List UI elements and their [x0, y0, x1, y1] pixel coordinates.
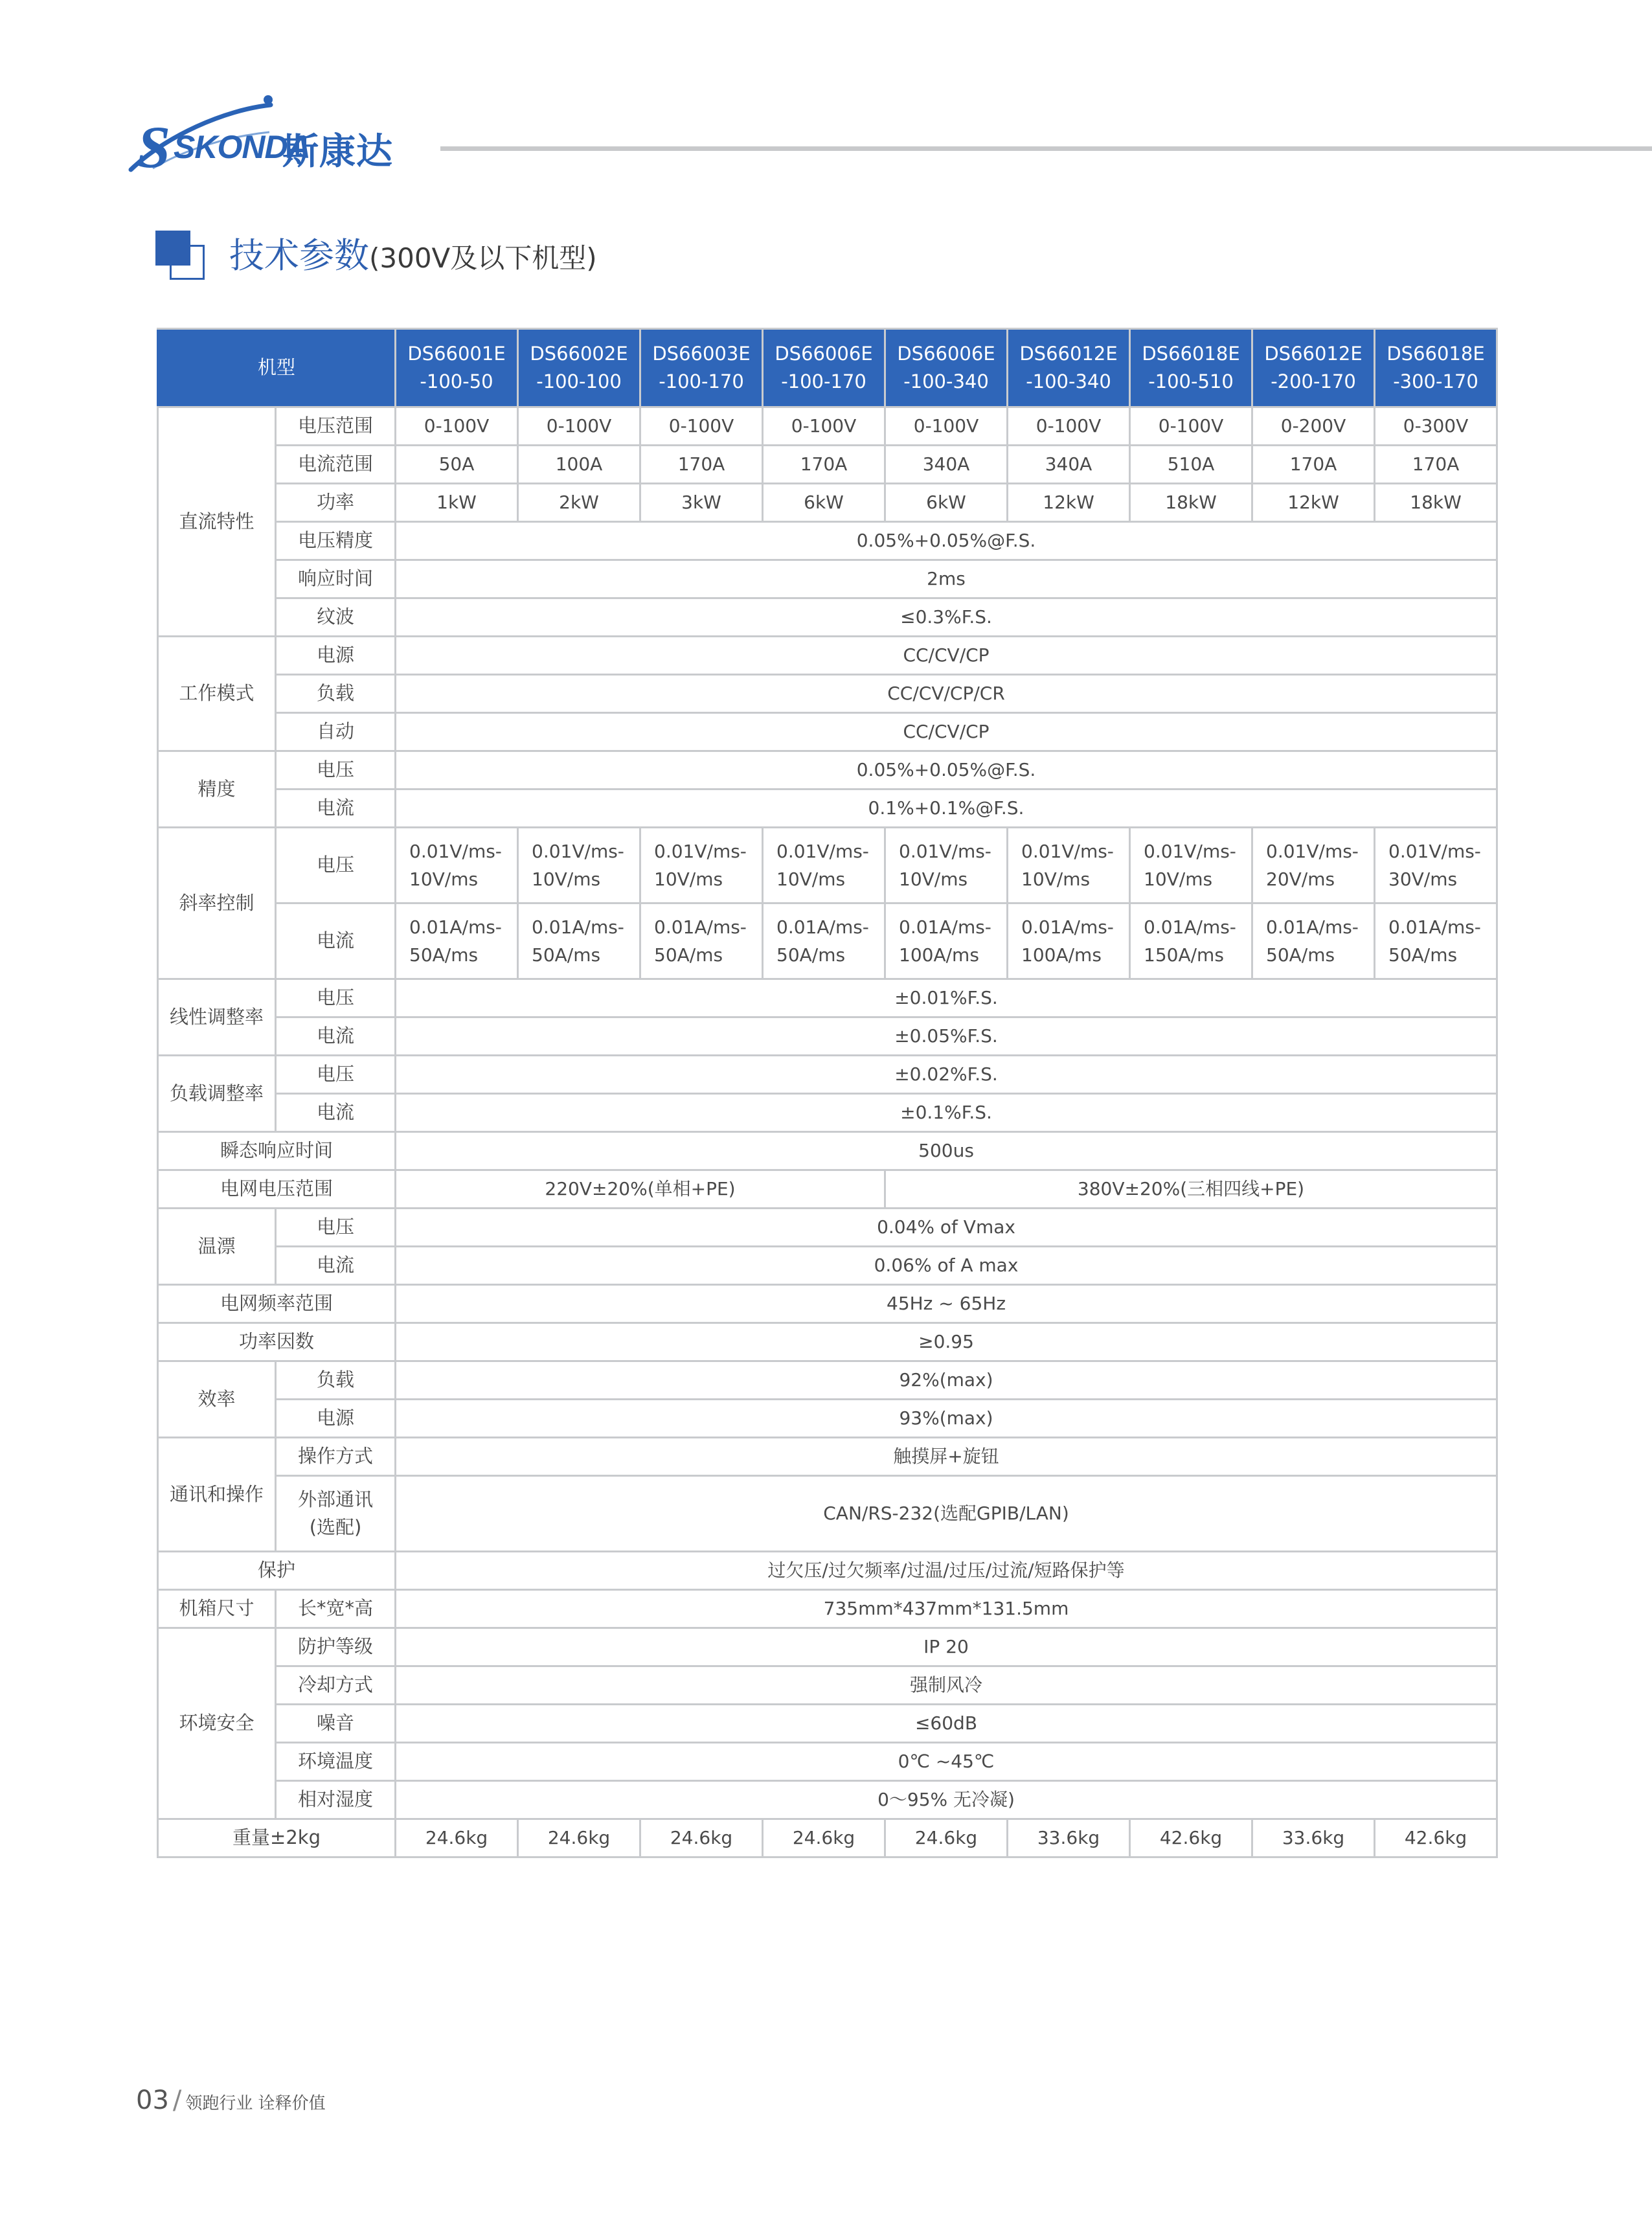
spec-table — [157, 328, 1498, 1858]
table-row — [158, 1094, 1497, 1132]
model-header-cell — [885, 329, 1008, 407]
row-sublabel: 功率 — [276, 484, 396, 522]
spec-value-cell: 24.6kg — [885, 1819, 1008, 1857]
row-sublabel-line: 外部通讯 — [298, 1488, 374, 1510]
slope-max: 150A/ms — [1144, 944, 1224, 966]
slope-min: 0.01A/ms- — [1388, 916, 1481, 938]
row-sublabel: 自动 — [276, 713, 396, 751]
table-row — [158, 903, 1497, 979]
section-square-icon — [155, 231, 207, 282]
row-category: 精度 — [158, 751, 276, 828]
row-sublabel-line: (选配) — [309, 1516, 362, 1538]
spec-value-cell: 170A — [640, 446, 763, 484]
section-title-sub: (300V及以下机型) — [369, 242, 597, 274]
table-row — [158, 1170, 1497, 1209]
row-sublabel: 电流范围 — [276, 446, 396, 484]
table-row — [158, 1247, 1497, 1285]
spec-value-cell: 0-100V — [1130, 407, 1252, 446]
slope-max: 10V/ms — [654, 869, 723, 890]
row-sublabel: 操作方式 — [276, 1438, 396, 1476]
spec-value-cell: 42.6kg — [1130, 1819, 1252, 1857]
model-variant: -100-170 — [781, 370, 866, 392]
table-row — [158, 1056, 1497, 1094]
table-row — [158, 1552, 1497, 1590]
spec-value-cell: 42.6kg — [1375, 1819, 1497, 1857]
spec-value-cell: 0-200V — [1252, 407, 1375, 446]
slope-max: 50A/ms — [1388, 944, 1458, 966]
row-category: 电网电压范围 — [158, 1170, 396, 1209]
slope-max: 10V/ms — [409, 869, 479, 890]
spec-value-cell: 18kW — [1375, 484, 1497, 522]
spec-value-cell: 340A — [885, 446, 1008, 484]
spec-value-cell: 0-100V — [396, 407, 518, 446]
row-sublabel: 电流 — [276, 903, 396, 979]
row-sublabel: 电压 — [276, 828, 396, 903]
slope-value-cell — [396, 828, 518, 903]
slope-min: 0.01V/ms- — [1021, 840, 1114, 862]
slope-min: 0.01V/ms- — [409, 840, 502, 862]
slope-max: 50A/ms — [776, 944, 846, 966]
table-row — [158, 1590, 1497, 1628]
table-row — [158, 1743, 1497, 1781]
slope-min: 0.01A/ms- — [1266, 916, 1359, 938]
spec-value: ≤60dB — [396, 1705, 1497, 1743]
row-category: 通讯和操作 — [158, 1438, 276, 1552]
slope-value-cell — [1252, 828, 1375, 903]
spec-value: 触摸屏+旋钮 — [396, 1438, 1497, 1476]
slope-max: 50A/ms — [409, 944, 479, 966]
row-category: 负载调整率 — [158, 1056, 276, 1132]
row-sublabel: 环境温度 — [276, 1743, 396, 1781]
row-category: 保护 — [158, 1552, 396, 1590]
spec-value-cell: 2kW — [518, 484, 640, 522]
slope-min: 0.01A/ms- — [776, 916, 869, 938]
row-category: 线性调整率 — [158, 979, 276, 1056]
row-sublabel: 电流 — [276, 1094, 396, 1132]
table-row — [158, 828, 1497, 903]
slope-min: 0.01A/ms- — [532, 916, 624, 938]
section-title-main: 技术参数 — [229, 235, 369, 276]
table-row — [158, 1323, 1497, 1361]
slope-min: 0.01V/ms- — [776, 840, 869, 862]
slope-min: 0.01A/ms- — [1144, 916, 1236, 938]
row-sublabel: 响应时间 — [276, 560, 396, 598]
slope-min: 0.01V/ms- — [1266, 840, 1359, 862]
row-category: 机箱尺寸 — [158, 1590, 276, 1628]
footer-slogan: 领跑行业 诠释价值 — [185, 2094, 326, 2113]
logo-chinese-text: 斯康达 — [282, 131, 393, 173]
slope-max: 100A/ms — [899, 944, 979, 966]
svg-text:S: S — [137, 114, 171, 175]
row-sublabel: 电流 — [276, 1017, 396, 1056]
row-category: 电网频率范围 — [158, 1285, 396, 1323]
slope-max: 100A/ms — [1021, 944, 1102, 966]
spec-value-cell: 0-100V — [1008, 407, 1130, 446]
spec-value: ±0.01%F.S. — [396, 979, 1497, 1017]
model-header-cell — [1252, 329, 1375, 407]
row-sublabel: 长*宽*高 — [276, 1590, 396, 1628]
spec-value: 0～95% 无冷凝) — [396, 1781, 1497, 1819]
row-sublabel: 电压 — [276, 1209, 396, 1247]
spec-value: CC/CV/CP — [396, 637, 1497, 675]
row-sublabel: 冷却方式 — [276, 1666, 396, 1705]
spec-value: 92%(max) — [396, 1361, 1497, 1400]
spec-value: CAN/RS-232(选配GPIB/LAN) — [396, 1476, 1497, 1552]
spec-value: ≥0.95 — [396, 1323, 1497, 1361]
spec-value: ±0.02%F.S. — [396, 1056, 1497, 1094]
slope-value-cell — [518, 828, 640, 903]
table-row — [158, 1476, 1497, 1552]
spec-value-cell: 170A — [763, 446, 885, 484]
model-header-cell — [396, 329, 518, 407]
spec-value: 93%(max) — [396, 1400, 1497, 1438]
slope-min: 0.01V/ms- — [532, 840, 624, 862]
spec-value: 0.04% of Vmax — [396, 1209, 1497, 1247]
footer-slash: / — [172, 2085, 182, 2115]
slope-max: 10V/ms — [1144, 869, 1213, 890]
spec-value-cell: 24.6kg — [396, 1819, 518, 1857]
row-sublabel: 电源 — [276, 637, 396, 675]
spec-value: 过欠压/过欠频率/过温/过压/过流/短路保护等 — [396, 1552, 1497, 1590]
table-row — [158, 751, 1497, 789]
table-row — [158, 484, 1497, 522]
slope-value-cell — [763, 903, 885, 979]
slope-max: 30V/ms — [1388, 869, 1458, 890]
row-sublabel: 负载 — [276, 675, 396, 713]
table-row — [158, 446, 1497, 484]
slope-max: 50A/ms — [532, 944, 601, 966]
slope-value-cell — [518, 903, 640, 979]
model-header-cell — [763, 329, 885, 407]
table-row — [158, 1819, 1497, 1857]
model-name: DS66006E — [897, 342, 995, 365]
grid-voltage-single: 220V±20%(单相+PE) — [396, 1170, 885, 1209]
slope-max: 10V/ms — [899, 869, 968, 890]
model-name: DS66012E — [1264, 342, 1363, 365]
table-row — [158, 1705, 1497, 1743]
spec-value-cell: 170A — [1375, 446, 1497, 484]
spec-value: IP 20 — [396, 1628, 1497, 1666]
model-name: DS66001E — [407, 342, 506, 365]
spec-value-cell: 0-100V — [763, 407, 885, 446]
model-variant: -200-170 — [1271, 370, 1356, 392]
spec-value: CC/CV/CP — [396, 713, 1497, 751]
model-variant: -300-170 — [1393, 370, 1478, 392]
spec-value-cell: 24.6kg — [518, 1819, 640, 1857]
spec-value: 0℃ ~45℃ — [396, 1743, 1497, 1781]
grid-voltage-three: 380V±20%(三相四线+PE) — [885, 1170, 1497, 1209]
row-category: 效率 — [158, 1361, 276, 1438]
table-row — [158, 1400, 1497, 1438]
slope-value-cell — [1130, 903, 1252, 979]
spec-value: ±0.1%F.S. — [396, 1094, 1497, 1132]
slope-min: 0.01A/ms- — [654, 916, 747, 938]
spec-value-cell: 510A — [1130, 446, 1252, 484]
table-row — [158, 407, 1497, 446]
slope-value-cell — [640, 903, 763, 979]
slope-value-cell — [1375, 828, 1497, 903]
model-header-cell — [640, 329, 763, 407]
spec-value: CC/CV/CP/CR — [396, 675, 1497, 713]
model-variant: -100-100 — [536, 370, 622, 392]
table-row — [158, 1017, 1497, 1056]
spec-value-cell: 0-100V — [640, 407, 763, 446]
model-header-cell — [518, 329, 640, 407]
slope-value-cell — [1008, 903, 1130, 979]
row-category: 重量±2kg — [158, 1819, 396, 1857]
row-sublabel: 防护等级 — [276, 1628, 396, 1666]
spec-value: 2ms — [396, 560, 1497, 598]
model-name: DS66006E — [775, 342, 873, 365]
slope-min: 0.01A/ms- — [899, 916, 991, 938]
model-header-cell — [1008, 329, 1130, 407]
row-category: 环境安全 — [158, 1628, 276, 1819]
spec-value: 45Hz ~ 65Hz — [396, 1285, 1497, 1323]
table-row — [158, 675, 1497, 713]
row-category: 功率因数 — [158, 1323, 396, 1361]
table-row — [158, 522, 1497, 560]
row-sublabel: 电压精度 — [276, 522, 396, 560]
table-row — [158, 1628, 1497, 1666]
table-row — [158, 1132, 1497, 1170]
spec-value-cell: 100A — [518, 446, 640, 484]
row-sublabel: 纹波 — [276, 598, 396, 637]
spec-value: 0.06% of A max — [396, 1247, 1497, 1285]
spec-value-cell: 1kW — [396, 484, 518, 522]
table-row — [158, 637, 1497, 675]
spec-value-cell: 50A — [396, 446, 518, 484]
model-variant: -100-340 — [903, 370, 989, 392]
model-name: DS66002E — [530, 342, 628, 365]
row-sublabel: 电流 — [276, 789, 396, 828]
slope-value-cell — [1252, 903, 1375, 979]
slope-min: 0.01A/ms- — [1021, 916, 1114, 938]
logo-latin-text: SKONDA — [174, 129, 310, 165]
spec-value: 735mm*437mm*131.5mm — [396, 1590, 1497, 1628]
model-variant: -100-170 — [659, 370, 744, 392]
spec-value: 强制风冷 — [396, 1666, 1497, 1705]
slope-value-cell — [396, 903, 518, 979]
page-footer — [136, 2085, 326, 2115]
spec-value-cell: 3kW — [640, 484, 763, 522]
table-row — [158, 1285, 1497, 1323]
row-sublabel: 电压 — [276, 751, 396, 789]
spec-value: ±0.05%F.S. — [396, 1017, 1497, 1056]
slope-min: 0.01V/ms- — [1388, 840, 1481, 862]
model-variant: -100-50 — [420, 370, 493, 392]
spec-value-cell: 18kW — [1130, 484, 1252, 522]
model-header-label: 机型 — [158, 329, 396, 407]
row-sublabel — [276, 1476, 396, 1552]
model-name: DS66018E — [1142, 342, 1240, 365]
model-name: DS66012E — [1019, 342, 1118, 365]
brand-logo — [127, 91, 399, 175]
spec-value: 0.05%+0.05%@F.S. — [396, 522, 1497, 560]
slope-value-cell — [640, 828, 763, 903]
row-sublabel: 负载 — [276, 1361, 396, 1400]
slope-min: 0.01V/ms- — [1144, 840, 1236, 862]
slope-max: 10V/ms — [532, 869, 601, 890]
table-row — [158, 1361, 1497, 1400]
spec-value-cell: 33.6kg — [1008, 1819, 1130, 1857]
table-row — [158, 560, 1497, 598]
slope-value-cell — [763, 828, 885, 903]
slope-max: 20V/ms — [1266, 869, 1335, 890]
model-header-cell — [1130, 329, 1252, 407]
table-header-row — [158, 329, 1497, 407]
row-category: 温漂 — [158, 1209, 276, 1285]
spec-value-cell: 12kW — [1252, 484, 1375, 522]
spec-value-cell: 170A — [1252, 446, 1375, 484]
slope-value-cell — [1130, 828, 1252, 903]
slope-max: 10V/ms — [1021, 869, 1091, 890]
row-category: 工作模式 — [158, 637, 276, 751]
slope-max: 50A/ms — [654, 944, 723, 966]
table-row — [158, 979, 1497, 1017]
spec-value: 500us — [396, 1132, 1497, 1170]
table-row — [158, 789, 1497, 828]
row-category: 直流特性 — [158, 407, 276, 637]
spec-value-cell: 24.6kg — [763, 1819, 885, 1857]
spec-value: 0.1%+0.1%@F.S. — [396, 789, 1497, 828]
row-sublabel: 电流 — [276, 1247, 396, 1285]
spec-value-cell: 24.6kg — [640, 1819, 763, 1857]
slope-min: 0.01V/ms- — [654, 840, 747, 862]
slope-value-cell — [885, 903, 1008, 979]
slope-value-cell — [885, 828, 1008, 903]
slope-min: 0.01V/ms- — [899, 840, 991, 862]
slope-max: 10V/ms — [776, 869, 846, 890]
slope-min: 0.01A/ms- — [409, 916, 502, 938]
row-category: 瞬态响应时间 — [158, 1132, 396, 1170]
slope-value-cell — [1375, 903, 1497, 979]
section-title — [229, 228, 597, 278]
table-row — [158, 598, 1497, 637]
table-row — [158, 713, 1497, 751]
model-variant: -100-510 — [1148, 370, 1234, 392]
row-sublabel: 电压 — [276, 979, 396, 1017]
spec-value-cell: 0-100V — [518, 407, 640, 446]
header-divider — [440, 146, 1652, 151]
spec-value: ≤0.3%F.S. — [396, 598, 1497, 637]
model-header-cell — [1375, 329, 1497, 407]
spec-value-cell: 12kW — [1008, 484, 1130, 522]
model-variant: -100-340 — [1026, 370, 1111, 392]
slope-max: 50A/ms — [1266, 944, 1335, 966]
row-sublabel: 相对湿度 — [276, 1781, 396, 1819]
row-sublabel: 电源 — [276, 1400, 396, 1438]
slope-value-cell — [1008, 828, 1130, 903]
table-row — [158, 1781, 1497, 1819]
page-number: 03 — [136, 2085, 169, 2115]
spec-value-cell: 6kW — [763, 484, 885, 522]
row-category: 斜率控制 — [158, 828, 276, 979]
spec-value-cell: 6kW — [885, 484, 1008, 522]
table-row — [158, 1438, 1497, 1476]
model-name: DS66018E — [1386, 342, 1485, 365]
spec-value-cell: 340A — [1008, 446, 1130, 484]
spec-value-cell: 0-300V — [1375, 407, 1497, 446]
spec-value-cell: 33.6kg — [1252, 1819, 1375, 1857]
model-name: DS66003E — [652, 342, 751, 365]
row-sublabel: 电压 — [276, 1056, 396, 1094]
spec-value-cell: 0-100V — [885, 407, 1008, 446]
table-row — [158, 1209, 1497, 1247]
spec-value: 0.05%+0.05%@F.S. — [396, 751, 1497, 789]
row-sublabel: 噪音 — [276, 1705, 396, 1743]
row-sublabel: 电压范围 — [276, 407, 396, 446]
table-row — [158, 1666, 1497, 1705]
